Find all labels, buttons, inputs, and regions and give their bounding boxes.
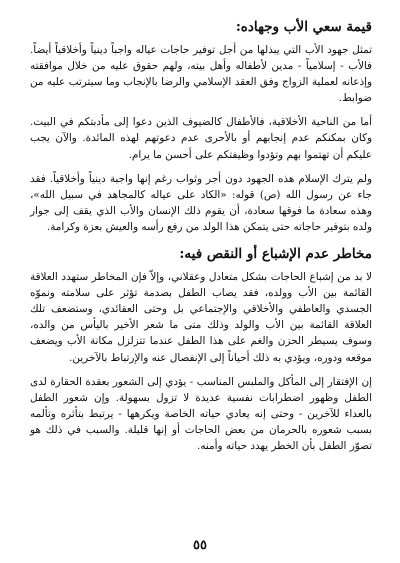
- section-heading-father-effort: قيمة سعي الأب وجهاده:: [235, 19, 372, 35]
- page-number: ٥٥: [193, 538, 207, 553]
- paragraph: ولم يترك الإسلام هذه الجهود دون أجر وثواب رغم إنها واجبة دينياً وأخلاقياً. فقد جاء عن رسول الله (ص) قوله: «الكاد على عياله كالمجاهد في سبيل الله»، وهذه سعادة ما فوقها سعادة، أن يقوم ذلك الإنسان والأب الذي يقف إلى جوار ولده بتوفير حاجاته حتى يتمكن هذا الولد من رفع رأسه والعيش بعزة وكرامة.: [30, 172, 372, 233]
- paragraph: لا بد من إشباع الحاجات بشكل متعادل وعقلاني، وإلاّ فإن المخاطر ستهدد العلاقة القائمة بين الأب وولده، فقد يصاب الطفل بصدمة تؤثر على سلامته ونموّه الجسدي والعاطفي والأخلاقي والإجتماعي بل وحتى العقائدي، وستضعف تلك العلاقة القائمة بين الأب والولد وذلك متى ما شعر الأخير باليأس من والده، وسوف يسيطر الحزن والغم على هذا الطفل عندما تتزلزل مكانة الأب ويضعف موقعه ودوره، ويؤدي به ذلك أحياناً إلى الإنفصال عنه والإرتباط بالآخرين.: [30, 271, 372, 364]
- paragraph: تمثل جهود الأب التي يبذلها من أجل توفير حاجات عياله واجباً دينياً وأخلاقياً أيضاً. فالأب - إسلامياً - مدين لأطفاله وأهل بيته، ولهم حقوق عليه من خلال موافقته وإذعانه لعملية الزواج وفق العقد الإسلامي والرضا بالإنجاب وما سيترتب عليه من ضوابط.: [30, 44, 372, 105]
- paragraph: أما من الناحية الأخلاقية، فالأطفال كالضيوف الذين دعوا إلى مأدبتكم في البيت. وكان بمكنكم عدم إنجابهم أو بالأحرى عدم دعوتهم لهذه المائدة. والآن يجب عليكم أن تهتموا بهم وتؤدوا وظيفتكم على أحسن ما يرام.: [30, 116, 372, 161]
- paragraph: إن الإفتقار إلى المأكل والملبس المناسب - يؤدي إلى الشعور بعقدة الحقارة لدى الطفل وظهور اضطرابات نفسية عديدة لا تزول بسهولة. وإن شعور الطفل بالعداء للآخرين - وحتى إنه يعادي حياته الخاصة ويكرهها - يرتبط بتأثره وتألمه بسبب شعوره بالحرمان من بعض الحاجات أو إنها قليلة. والسبب في ذلك هو تصوّر الطفل بأن الخطر يهدد حياته وأمنه.: [30, 375, 372, 452]
- section-heading-deprivation-risks: مخاطر عدم الإشباع أو النقص فيه:: [179, 246, 372, 263]
